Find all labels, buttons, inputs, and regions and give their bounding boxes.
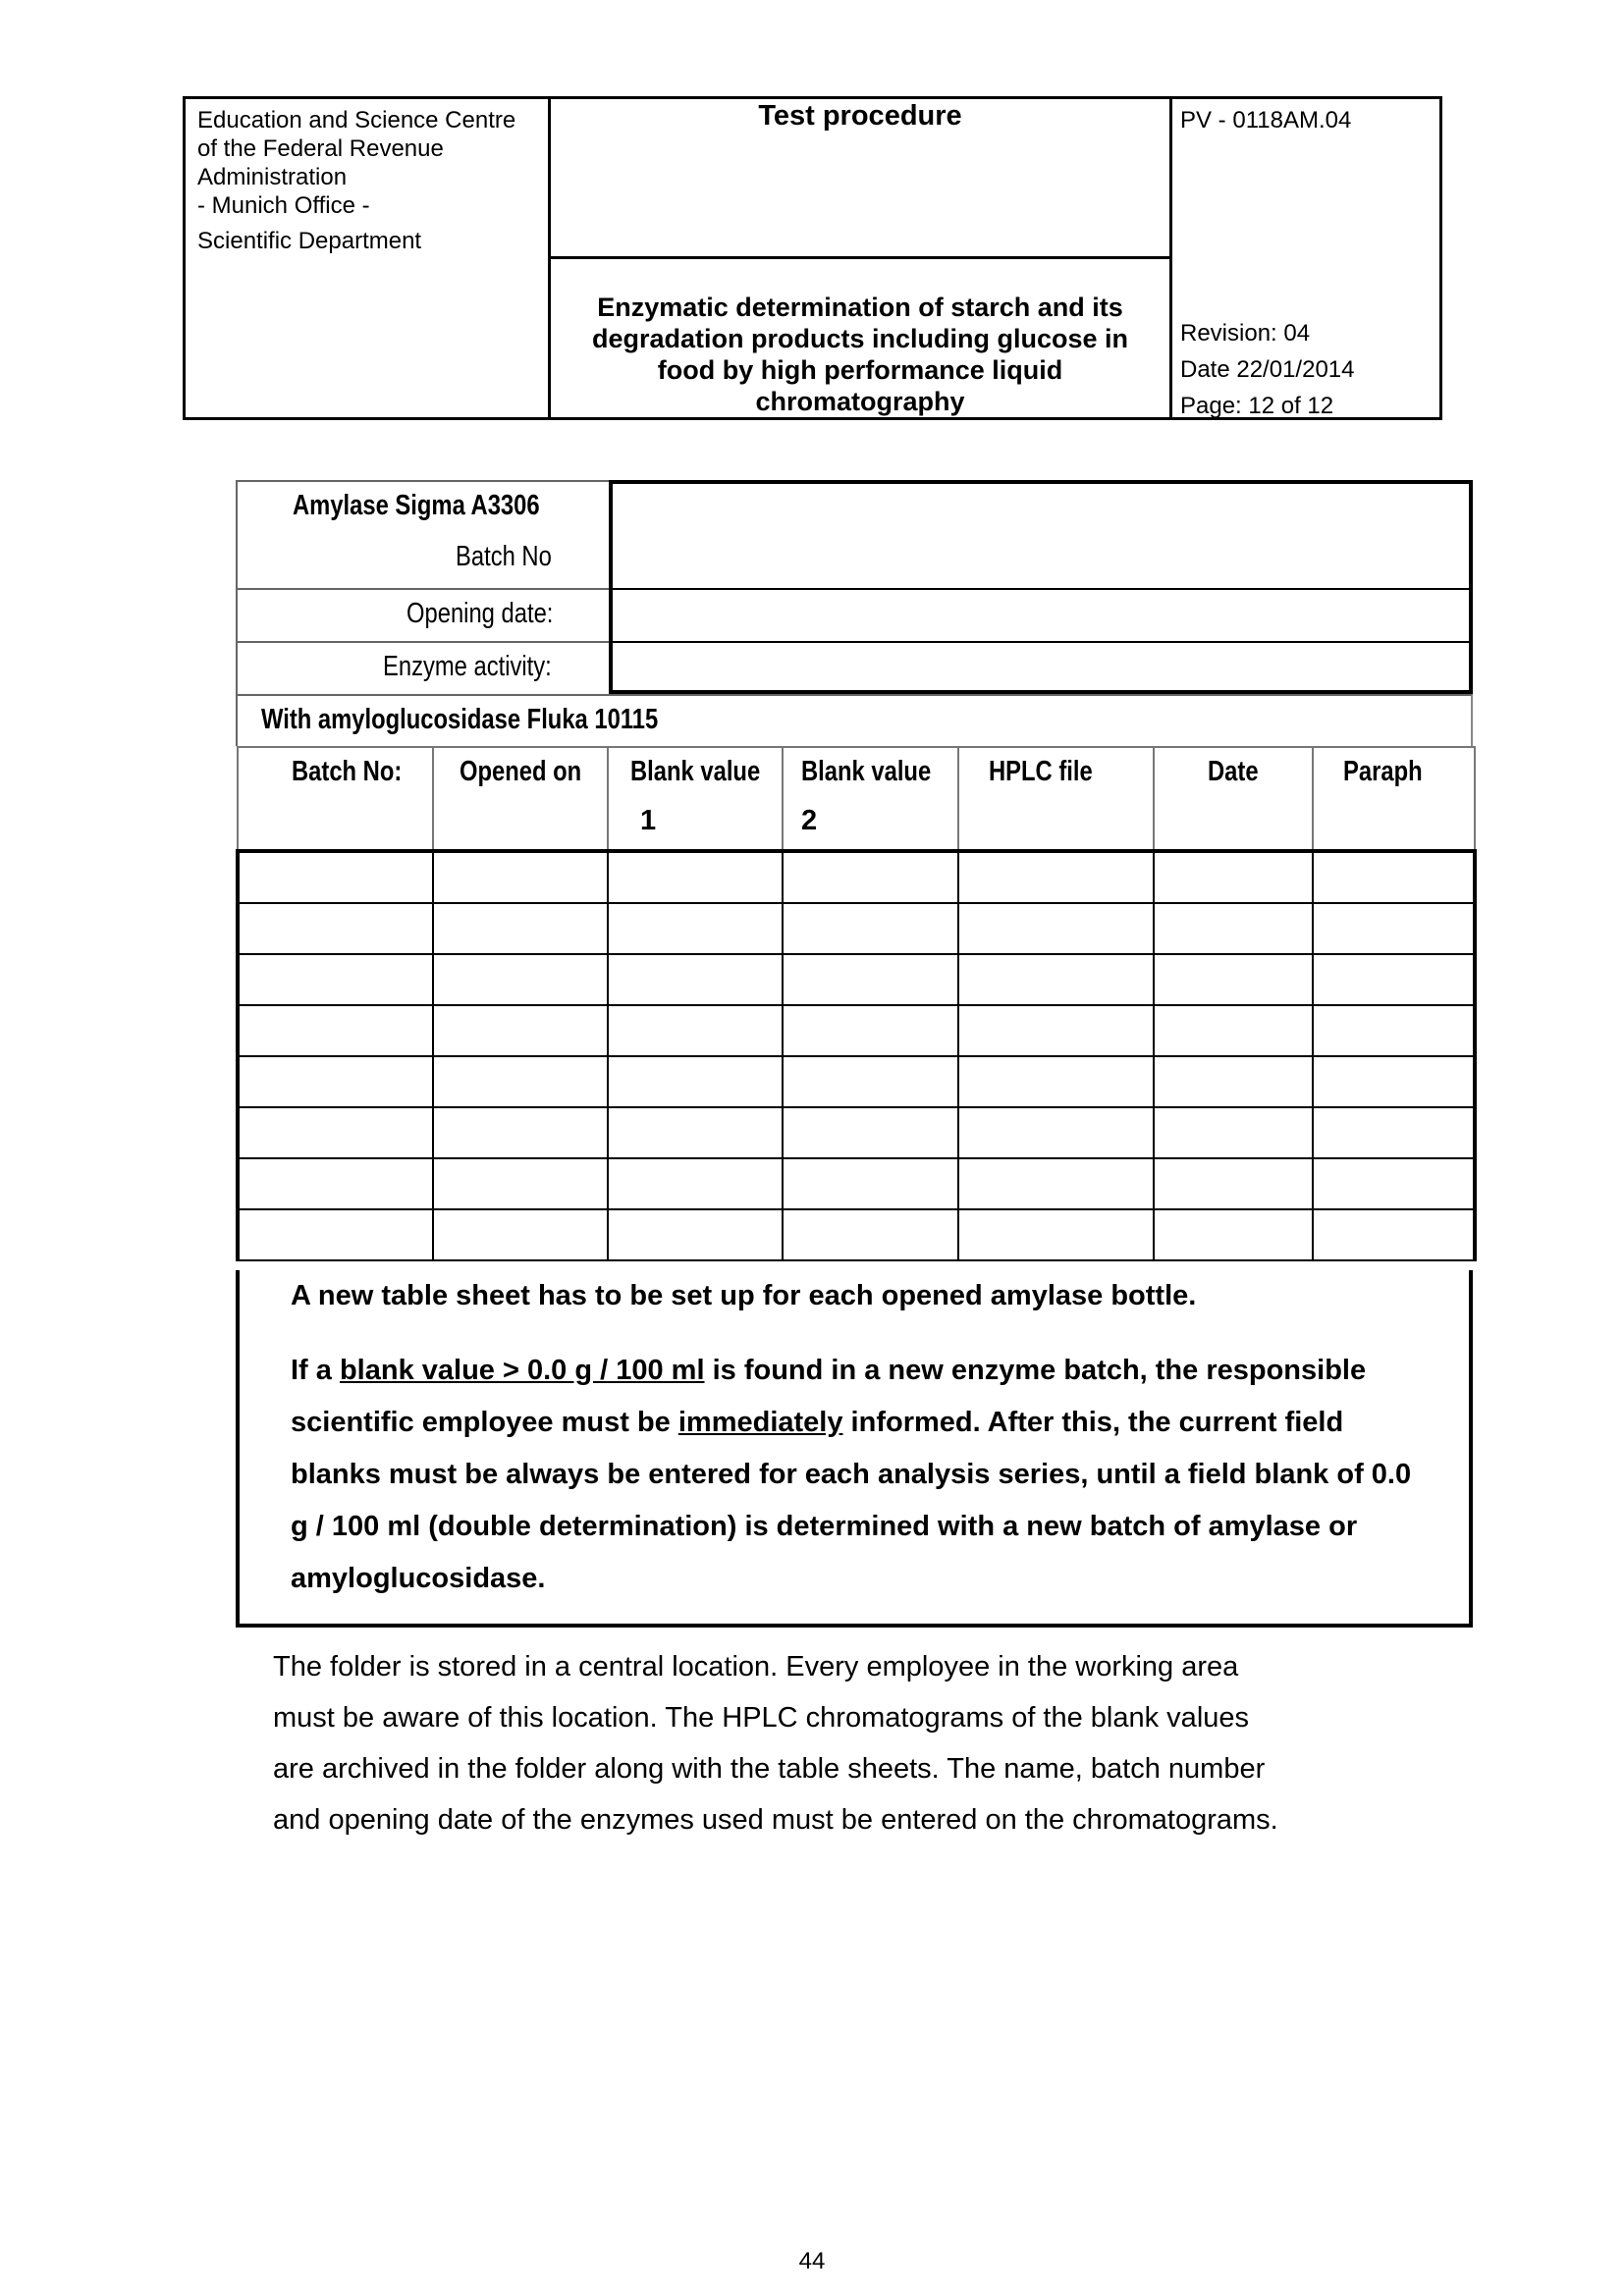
table-cell[interactable] xyxy=(608,1005,783,1056)
table-cell[interactable] xyxy=(958,1158,1154,1209)
table-row xyxy=(238,1056,1475,1107)
opening-date-label: Opening date: xyxy=(406,598,554,629)
table-cell[interactable] xyxy=(433,954,608,1005)
table-cell[interactable] xyxy=(608,903,783,954)
table-cell[interactable] xyxy=(238,1005,433,1056)
table-cell[interactable] xyxy=(783,1158,958,1209)
table-cell[interactable] xyxy=(783,851,958,903)
table-cell[interactable] xyxy=(1154,1056,1313,1107)
document-reference: PV - 0118AM.04 xyxy=(1180,107,1352,133)
column-header-opened-on: Opened on xyxy=(433,747,608,851)
table-cell[interactable] xyxy=(608,1158,783,1209)
blank-value-threshold: blank value > 0.0 g / 100 ml xyxy=(339,1355,705,1386)
table-cell[interactable] xyxy=(1154,1005,1313,1056)
table-header-row xyxy=(238,747,1475,851)
blank-value-note: If a blank value > 0.0 g / 100 ml is found in a new enzyme batch, the responsible scientific employee must be immediately informed. After this, the current field blanks must be always be entered for each analysis series, until a field blank of 0.0 g / 100 ml (double determination) is determined with a new batch of amylase or amyloglucosidase. xyxy=(291,1355,1412,1594)
table-body xyxy=(238,851,1475,1260)
table-cell[interactable] xyxy=(958,851,1154,903)
table-cell[interactable] xyxy=(783,1107,958,1158)
table-cell[interactable] xyxy=(433,851,608,903)
batch-no-label: Batch No xyxy=(456,541,552,572)
date-label: Date 22/01/2014 xyxy=(1180,356,1355,383)
table-row xyxy=(238,1107,1475,1158)
table-cell[interactable] xyxy=(783,903,958,954)
document-type: Test procedure xyxy=(758,100,962,132)
table-cell[interactable] xyxy=(1313,903,1475,954)
amyloglucosidase-label: With amyloglucosidase Fluka 10115 xyxy=(261,704,659,735)
enzyme-activity-label-cell xyxy=(236,641,609,694)
table-cell[interactable] xyxy=(783,1005,958,1056)
table-cell[interactable] xyxy=(238,954,433,1005)
new-sheet-note: A new table sheet has to be set up for each opened amylase bottle. xyxy=(291,1280,1197,1311)
organization-block xyxy=(197,106,515,255)
table-cell[interactable] xyxy=(238,1209,433,1260)
table-row xyxy=(238,851,1475,903)
opening-date-label-cell xyxy=(236,588,609,641)
table-cell[interactable] xyxy=(433,1158,608,1209)
paragraph-line: are archived in the folder along with the table sheets. The name, batch number xyxy=(273,1753,1266,1785)
table-cell[interactable] xyxy=(608,954,783,1005)
column-header-blank-value-2: Blank value 2 xyxy=(783,747,958,851)
table-cell[interactable] xyxy=(238,1158,433,1209)
enzyme-activity-field[interactable] xyxy=(609,641,1473,694)
immediately-emphasis: immediately xyxy=(677,1407,843,1438)
amylase-label-cell xyxy=(236,480,609,588)
paragraph-line: and opening date of the enzymes used must be entered on the chromatograms. xyxy=(273,1804,1278,1836)
batch-no-field[interactable] xyxy=(609,480,1473,590)
table-cell[interactable] xyxy=(1313,1005,1475,1056)
table-cell[interactable] xyxy=(238,1107,433,1158)
page-number: 44 xyxy=(798,2248,826,2274)
column-header-batch-no: Batch No: xyxy=(238,747,433,851)
header-organization-cell xyxy=(186,99,548,417)
org-line: Administration xyxy=(197,164,348,190)
table-cell[interactable] xyxy=(1313,954,1475,1005)
table-cell[interactable] xyxy=(1313,1158,1475,1209)
table-row xyxy=(238,903,1475,954)
table-cell[interactable] xyxy=(958,903,1154,954)
enzyme-info-block xyxy=(236,480,1473,694)
org-line: of the Federal Revenue xyxy=(197,135,444,162)
table-cell[interactable] xyxy=(1313,1107,1475,1158)
table-cell[interactable] xyxy=(783,1209,958,1260)
table-cell[interactable] xyxy=(433,1056,608,1107)
header-reference-cell xyxy=(1172,99,1439,417)
table-row xyxy=(238,1158,1475,1209)
document-header xyxy=(183,96,1442,420)
column-header-date: Date xyxy=(1154,747,1313,851)
column-header-hplc-file: HPLC file xyxy=(958,747,1154,851)
column-header-paraph: Paraph xyxy=(1313,747,1475,851)
paragraph-line: must be aware of this location. The HPLC chromatograms of the blank values xyxy=(273,1702,1250,1734)
page-label: Page: 12 of 12 xyxy=(1180,393,1334,419)
table-cell[interactable] xyxy=(433,1209,608,1260)
table-cell[interactable] xyxy=(1154,851,1313,903)
table-cell[interactable] xyxy=(1313,1209,1475,1260)
org-line: Education and Science Centre xyxy=(197,107,516,133)
header-title-cell xyxy=(548,99,1172,417)
table-cell[interactable] xyxy=(238,1056,433,1107)
table-cell[interactable] xyxy=(238,851,433,903)
table-cell[interactable] xyxy=(958,954,1154,1005)
table-cell[interactable] xyxy=(433,1107,608,1158)
table-cell[interactable] xyxy=(1154,954,1313,1005)
storage-paragraph xyxy=(273,1641,1373,1845)
table-cell[interactable] xyxy=(1154,1158,1313,1209)
document-meta xyxy=(1180,315,1354,424)
document-title: Enzymatic determination of starch and its degradation products including glucose in food by high performance liquid chromatography xyxy=(591,293,1129,416)
header-divider xyxy=(551,256,1169,259)
enzyme-activity-label: Enzyme activity: xyxy=(383,651,552,682)
table-cell[interactable] xyxy=(608,851,783,903)
paragraph-line: The folder is stored in a central location. Every employee in the working area xyxy=(273,1651,1239,1682)
opening-date-field[interactable] xyxy=(609,588,1473,643)
table-cell[interactable] xyxy=(783,1056,958,1107)
table-cell[interactable] xyxy=(433,903,608,954)
table-cell[interactable] xyxy=(783,954,958,1005)
table-cell[interactable] xyxy=(608,1209,783,1260)
table-row xyxy=(238,1005,1475,1056)
table-cell[interactable] xyxy=(1154,1209,1313,1260)
column-header-blank-value-1: Blank value 1 xyxy=(608,747,783,851)
table-cell[interactable] xyxy=(608,1056,783,1107)
table-cell[interactable] xyxy=(958,1107,1154,1158)
instructions-box xyxy=(236,1270,1473,1628)
table-cell[interactable] xyxy=(1313,851,1475,903)
table-row xyxy=(238,1209,1475,1260)
blank-value-log-table xyxy=(236,746,1477,1261)
table-cell[interactable] xyxy=(958,1005,1154,1056)
table-cell[interactable] xyxy=(1154,1107,1313,1158)
table-cell[interactable] xyxy=(958,1209,1154,1260)
amylase-label: Amylase Sigma A3306 xyxy=(293,490,540,521)
table-cell[interactable] xyxy=(608,1107,783,1158)
table-cell[interactable] xyxy=(433,1005,608,1056)
table-cell[interactable] xyxy=(1154,903,1313,954)
org-line: - Munich Office - xyxy=(197,192,370,219)
table-cell[interactable] xyxy=(238,903,433,954)
department-label: Scientific Department xyxy=(197,228,422,254)
revision-label: Revision: 04 xyxy=(1180,320,1311,347)
table-cell[interactable] xyxy=(1313,1056,1475,1107)
table-row xyxy=(238,954,1475,1005)
table-cell[interactable] xyxy=(958,1056,1154,1107)
amyloglucosidase-row xyxy=(236,694,1473,746)
